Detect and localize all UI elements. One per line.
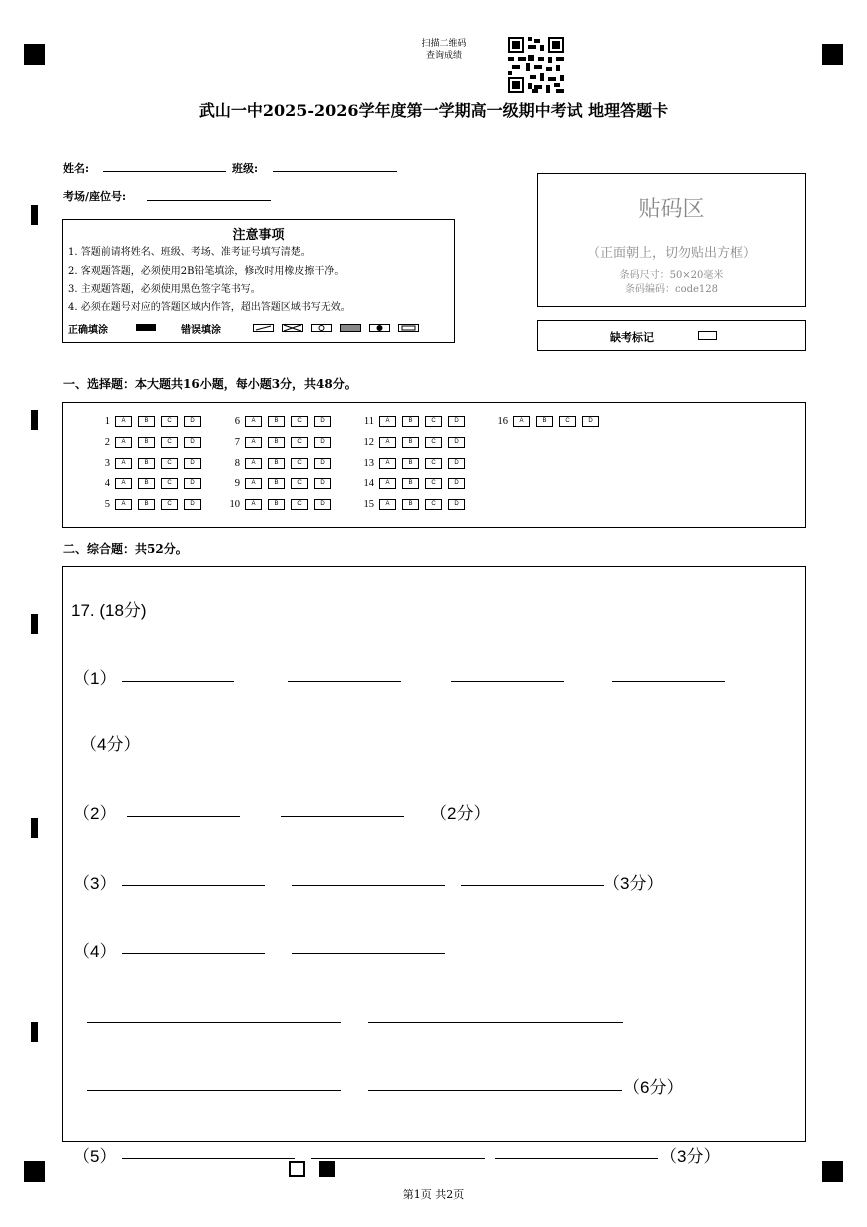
option-bubble[interactable]: D	[184, 478, 201, 489]
question-number: 12	[363, 436, 374, 448]
option-bubble[interactable]: B	[138, 437, 155, 448]
barcode-note: （正面朝上，切勿贴出方框）	[586, 246, 756, 261]
option-bubble[interactable]: D	[184, 437, 201, 448]
option-bubble[interactable]: A	[245, 499, 262, 510]
corner-mark-top-left	[24, 44, 45, 65]
room-seat-label: 考场/座位号:	[63, 190, 127, 203]
choice-question	[356, 456, 471, 470]
option-bubble[interactable]: A	[115, 478, 132, 489]
choice-question	[92, 456, 207, 470]
q17-part2-label: （2）	[73, 804, 117, 823]
question-number: 13	[363, 457, 374, 469]
class-field[interactable]	[273, 171, 397, 172]
question-number: 5	[104, 498, 110, 510]
option-bubble[interactable]: A	[379, 458, 396, 469]
wrong-fill-label: 错误填涂	[181, 325, 221, 336]
choice-question	[222, 414, 337, 428]
notice-item: 2. 客观题答题，必须使用2B铅笔填涂，修改时用橡皮擦干净。	[68, 266, 345, 277]
option-bubble[interactable]: C	[291, 416, 308, 427]
wrong-fill-samples-icon	[253, 322, 425, 334]
choice-question	[222, 476, 337, 490]
q17-part4-blank[interactable]	[87, 1022, 341, 1023]
option-bubble[interactable]: D	[184, 499, 201, 510]
q17-part1-blank[interactable]	[122, 681, 234, 682]
choice-question	[356, 435, 471, 449]
name-field[interactable]	[103, 171, 226, 172]
choice-question	[222, 456, 337, 470]
option-bubble[interactable]: D	[448, 416, 465, 427]
option-bubble[interactable]: B	[138, 458, 155, 469]
option-bubble[interactable]: D	[314, 416, 331, 427]
barcode-code: 条码编码：code128	[624, 284, 719, 295]
room-seat-field[interactable]	[147, 200, 271, 201]
option-bubble[interactable]: B	[138, 478, 155, 489]
option-bubble[interactable]: C	[161, 458, 178, 469]
choice-question	[356, 476, 471, 490]
option-bubble[interactable]: C	[425, 437, 442, 448]
question-number: 1	[104, 415, 110, 427]
question-number: 6	[234, 415, 240, 427]
timing-mark	[31, 818, 38, 838]
q17-part2-blank[interactable]	[127, 816, 240, 817]
option-bubble[interactable]: D	[448, 458, 465, 469]
option-bubble[interactable]: C	[161, 478, 178, 489]
choice-question	[356, 497, 471, 511]
q17-part2-score: （2分）	[430, 804, 491, 823]
notice-item: 3. 主观题答题，必须使用黑色签字笔书写。	[68, 284, 261, 295]
qr-caption-line2: 查询成绩	[425, 51, 462, 61]
option-bubble[interactable]: B	[402, 499, 419, 510]
q17-part3-label: （3）	[73, 874, 117, 893]
qr-caption-line1: 扫描二维码	[421, 39, 467, 49]
choice-question	[222, 435, 337, 449]
option-bubble[interactable]: A	[115, 499, 132, 510]
choice-question	[92, 497, 207, 511]
timing-mark	[31, 205, 38, 225]
option-bubble[interactable]: A	[245, 416, 262, 427]
question-number: 8	[234, 457, 240, 469]
timing-mark	[31, 614, 38, 634]
option-bubble[interactable]: D	[184, 416, 201, 427]
choice-question	[92, 476, 207, 490]
section1-title: 一、选择题：本大题共16小题，每小题3分，共48分。	[63, 377, 357, 391]
q17-part1-blank[interactable]	[288, 681, 401, 682]
option-bubble[interactable]: B	[402, 458, 419, 469]
question-number: 16	[497, 415, 508, 427]
option-bubble[interactable]: A	[245, 478, 262, 489]
option-bubble[interactable]: D	[448, 437, 465, 448]
choice-question	[92, 414, 207, 428]
option-bubble[interactable]: A	[115, 416, 132, 427]
corner-mark-bottom-left	[24, 1161, 45, 1182]
option-bubble[interactable]: A	[245, 437, 262, 448]
answer-area-17[interactable]	[62, 566, 806, 1142]
page-marker-empty	[289, 1161, 305, 1177]
question-number: 15	[363, 498, 374, 510]
option-bubble[interactable]: C	[425, 499, 442, 510]
option-bubble[interactable]: B	[402, 416, 419, 427]
q17-part5-label: （5）	[73, 1147, 117, 1166]
barcode-size: 条码尺寸：50×20毫米	[619, 270, 724, 281]
question-number: 10	[229, 498, 240, 510]
option-bubble[interactable]: C	[161, 416, 178, 427]
q17-part4-blank[interactable]	[122, 953, 265, 954]
section2-title: 二、综合题：共52分。	[63, 542, 188, 556]
q17-part4-blank[interactable]	[368, 1090, 622, 1091]
option-bubble[interactable]: B	[268, 458, 285, 469]
barcode-title: 贴码区	[638, 197, 705, 222]
option-bubble[interactable]: D	[184, 458, 201, 469]
absent-label: 缺考标记	[610, 331, 654, 344]
choice-question	[92, 435, 207, 449]
question-number: 4	[104, 477, 110, 489]
q17-part3-blank[interactable]	[292, 885, 445, 886]
corner-mark-top-right	[822, 44, 843, 65]
question-number: 2	[104, 436, 110, 448]
absent-box	[537, 320, 806, 351]
option-bubble[interactable]: C	[291, 437, 308, 448]
option-bubble[interactable]: B	[402, 437, 419, 448]
q17-part3-blank[interactable]	[461, 885, 604, 886]
question-number: 9	[234, 477, 240, 489]
option-bubble[interactable]: D	[314, 478, 331, 489]
choice-question	[356, 414, 471, 428]
option-bubble[interactable]: D	[582, 416, 599, 427]
option-bubble[interactable]: C	[291, 499, 308, 510]
qr-caption	[404, 38, 484, 62]
option-bubble[interactable]: B	[536, 416, 553, 427]
option-bubble[interactable]: B	[268, 499, 285, 510]
option-bubble[interactable]: B	[402, 478, 419, 489]
option-bubble[interactable]: A	[513, 416, 530, 427]
corner-mark-bottom-right	[822, 1161, 843, 1182]
option-bubble[interactable]: C	[425, 416, 442, 427]
q17-part3-blank[interactable]	[122, 885, 265, 886]
option-bubble[interactable]: C	[291, 458, 308, 469]
q17-part1-label: （1）	[73, 669, 117, 688]
option-bubble[interactable]: A	[379, 416, 396, 427]
option-bubble[interactable]: C	[161, 437, 178, 448]
option-bubble[interactable]: A	[245, 458, 262, 469]
absent-checkbox[interactable]	[698, 331, 717, 340]
question-number: 11	[363, 415, 374, 427]
name-label: 姓名:	[63, 162, 90, 175]
question-number: 7	[234, 436, 240, 448]
correct-fill-sample	[136, 324, 156, 331]
question-number: 3	[104, 457, 110, 469]
option-bubble[interactable]: B	[138, 416, 155, 427]
notice-box	[62, 219, 455, 343]
option-bubble[interactable]: C	[559, 416, 576, 427]
notice-item: 1. 答题前请将姓名、班级、考场、准考证号填写清楚。	[68, 247, 311, 258]
option-bubble[interactable]: D	[314, 458, 331, 469]
option-bubble[interactable]: A	[115, 437, 132, 448]
page-marker-filled	[319, 1161, 335, 1177]
q17-part3-score: （3分）	[603, 874, 664, 893]
q17-part4-score: （6分）	[623, 1078, 684, 1097]
option-bubble[interactable]: B	[268, 478, 285, 489]
choice-question	[490, 414, 605, 428]
choice-question	[222, 497, 337, 511]
question-number: 14	[363, 477, 374, 489]
option-bubble[interactable]: A	[379, 478, 396, 489]
q17-part1-blank[interactable]	[612, 681, 725, 682]
option-bubble[interactable]: C	[161, 499, 178, 510]
qr-code-icon	[508, 37, 564, 93]
q17-part4-blank[interactable]	[87, 1090, 341, 1091]
option-bubble[interactable]: B	[268, 437, 285, 448]
q17-part4-blank[interactable]	[368, 1022, 623, 1023]
option-bubble[interactable]: A	[379, 499, 396, 510]
option-bubble[interactable]: A	[379, 437, 396, 448]
option-bubble[interactable]: D	[314, 437, 331, 448]
q17-part5-blank[interactable]	[311, 1158, 485, 1159]
q17-part5-blank[interactable]	[122, 1158, 295, 1159]
timing-mark	[31, 1022, 38, 1042]
q17-part1-score: （4分）	[80, 735, 141, 754]
option-bubble[interactable]: D	[448, 499, 465, 510]
q17-part4-label: （4）	[73, 942, 117, 961]
notice-item: 4. 必须在题号对应的答题区域内作答，超出答题区域书写无效。	[68, 302, 351, 313]
class-label: 班级:	[232, 162, 259, 175]
q17-part1-blank[interactable]	[451, 681, 564, 682]
q17-part5-blank[interactable]	[495, 1158, 658, 1159]
q17-part2-blank[interactable]	[281, 816, 404, 817]
option-bubble[interactable]: C	[425, 458, 442, 469]
q17-part4-blank[interactable]	[292, 953, 445, 954]
option-bubble[interactable]: D	[314, 499, 331, 510]
option-bubble[interactable]: B	[268, 416, 285, 427]
q17-title: 17. (18分)	[71, 601, 147, 620]
page-title: 武山一中2025-2026学年度第一学期高一级期中考试 地理答题卡	[198, 101, 669, 120]
option-bubble[interactable]: C	[291, 478, 308, 489]
option-bubble[interactable]: A	[115, 458, 132, 469]
option-bubble[interactable]: D	[448, 478, 465, 489]
q17-part5-score: （3分）	[660, 1147, 721, 1166]
notice-title: 注意事项	[232, 228, 285, 243]
option-bubble[interactable]: C	[425, 478, 442, 489]
timing-mark	[31, 410, 38, 430]
barcode-area	[537, 173, 806, 307]
page-number: 第1页 共2页	[402, 1188, 465, 1201]
correct-fill-label: 正确填涂	[68, 325, 108, 336]
option-bubble[interactable]: B	[138, 499, 155, 510]
